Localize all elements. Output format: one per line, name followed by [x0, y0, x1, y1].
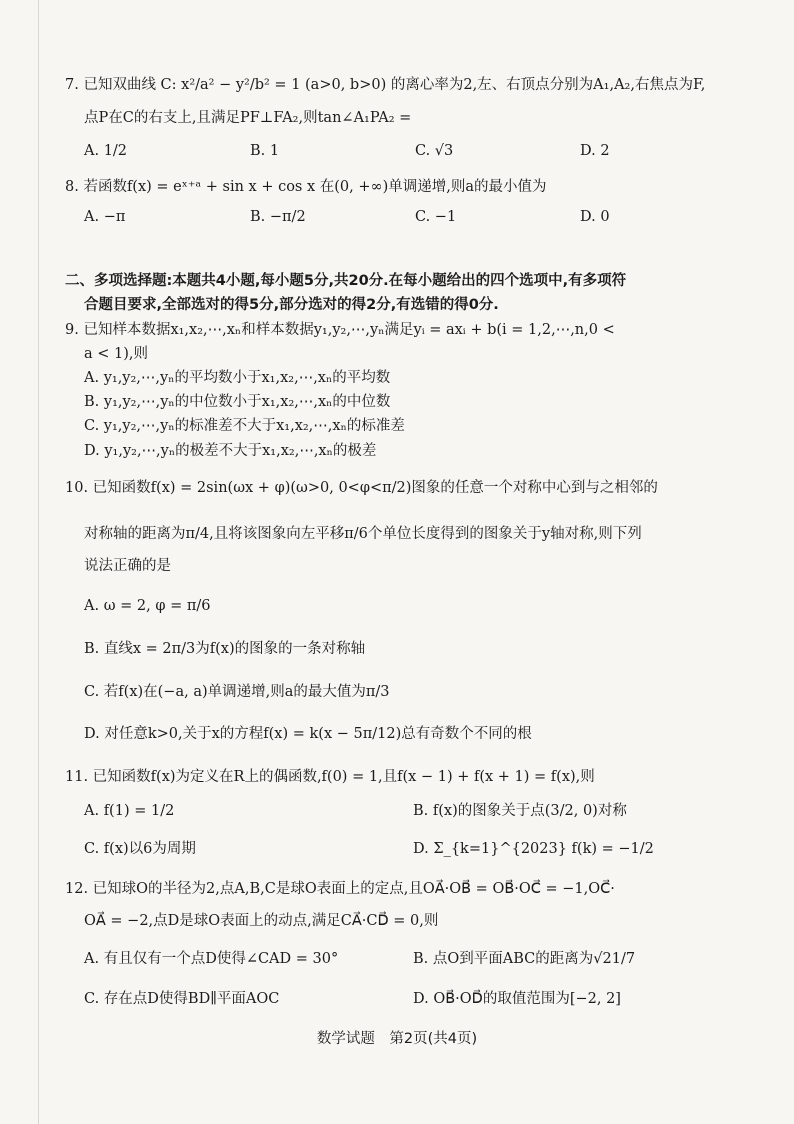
binding-margin-line [38, 0, 39, 1124]
question-7-option-c: C. √3 [415, 143, 454, 159]
question-8-option-b: B. −π/2 [250, 209, 306, 225]
question-7-option-d: D. 2 [580, 143, 610, 159]
question-7-continuation: 点P在C的右支上,且满足PF⊥FA₂,则tan∠A₁PA₂ = [84, 110, 412, 126]
question-7-option-b: B. 1 [250, 143, 280, 159]
section-2-heading: 二、多项选择题:本题共4小题,每小题5分,共20分.在每小题给出的四个选项中,有多项符 [65, 273, 627, 289]
question-8-option-d: D. 0 [580, 209, 610, 225]
question-12-option-d: D. OB⃗·OD⃗的取值范围为[−2, 2] [413, 991, 621, 1007]
question-10-option-b: B. 直线x = 2π/3为f(x)的图象的一条对称轴 [84, 641, 366, 657]
question-9-option-b: B. y₁,y₂,⋯,yₙ的中位数小于x₁,x₂,⋯,xₙ的中位数 [84, 394, 391, 410]
question-7-option-a: A. 1/2 [84, 143, 128, 159]
question-8-option-a: A. −π [84, 209, 126, 225]
question-11-option-c: C. f(x)以6为周期 [84, 841, 196, 857]
question-9-option-a: A. y₁,y₂,⋯,yₙ的平均数小于x₁,x₂,⋯,xₙ的平均数 [84, 370, 391, 386]
question-12-option-c: C. 存在点D使得BD∥平面AOC [84, 991, 280, 1007]
question-12-stem: 12. 已知球O的半径为2,点A,B,C是球O表面上的定点,且OA⃗·OB⃗ = OB⃗·OC⃗ = −1,OC⃗· [65, 881, 615, 897]
question-11-option-a: A. f(1) = 1/2 [84, 803, 175, 819]
question-9-continuation: a < 1),则 [84, 346, 149, 362]
question-12-continuation: OA⃗ = −2,点D是球O表面上的动点,满足CA⃗·CD⃗ = 0,则 [84, 913, 439, 929]
question-9-option-d: D. y₁,y₂,⋯,yₙ的极差不大于x₁,x₂,⋯,xₙ的极差 [84, 443, 377, 459]
question-12-option-a: A. 有且仅有一个点D使得∠CAD = 30° [84, 951, 339, 967]
question-11-option-d: D. Σ_{k=1}^{2023} f(k) = −1/2 [413, 841, 654, 857]
question-9-stem: 9. 已知样本数据x₁,x₂,⋯,xₙ和样本数据y₁,y₂,⋯,yₙ满足yᵢ = axᵢ + b(i = 1,2,⋯,n,0 < [65, 322, 615, 338]
question-10-continuation-2: 说法正确的是 [84, 558, 171, 574]
question-8-stem: 8. 若函数f(x) = eˣ⁺ᵃ + sin x + cos x 在(0, +∞)单调递增,则a的最小值为 [65, 179, 547, 195]
question-10-option-c: C. 若f(x)在(−a, a)单调递增,则a的最大值为π/3 [84, 684, 390, 700]
question-10-continuation-1: 对称轴的距离为π/4,且将该图象向左平移π/6个单位长度得到的图象关于y轴对称,则下列 [84, 526, 642, 542]
question-10-option-a: A. ω = 2, φ = π/6 [84, 598, 211, 614]
question-7-stem: 7. 已知双曲线 C: x²/a² − y²/b² = 1 (a>0, b>0) 的离心率为2,左、右顶点分别为A₁,A₂,右焦点为F, [65, 77, 706, 93]
section-2-heading-cont: 合题目要求,全部选对的得5分,部分选对的得2分,有选错的得0分. [84, 297, 499, 313]
question-8-option-c: C. −1 [415, 209, 457, 225]
question-10-option-d: D. 对任意k>0,关于x的方程f(x) = k(x − 5π/12)总有奇数个不同的根 [84, 726, 532, 742]
question-10-stem: 10. 已知函数f(x) = 2sin(ωx + φ)(ω>0, 0<φ<π/2)图象的任意一个对称中心到与之相邻的 [65, 480, 658, 496]
page-footer: 数学试题 第2页(共4页) [316, 1031, 478, 1047]
question-9-option-c: C. y₁,y₂,⋯,yₙ的标准差不大于x₁,x₂,⋯,xₙ的标准差 [84, 418, 405, 434]
question-12-option-b: B. 点O到平面ABC的距离为√21/7 [413, 951, 636, 967]
question-11-option-b: B. f(x)的图象关于点(3/2, 0)对称 [413, 803, 627, 819]
question-11-stem: 11. 已知函数f(x)为定义在R上的偶函数,f(0) = 1,且f(x − 1) + f(x + 1) = f(x),则 [65, 769, 595, 785]
